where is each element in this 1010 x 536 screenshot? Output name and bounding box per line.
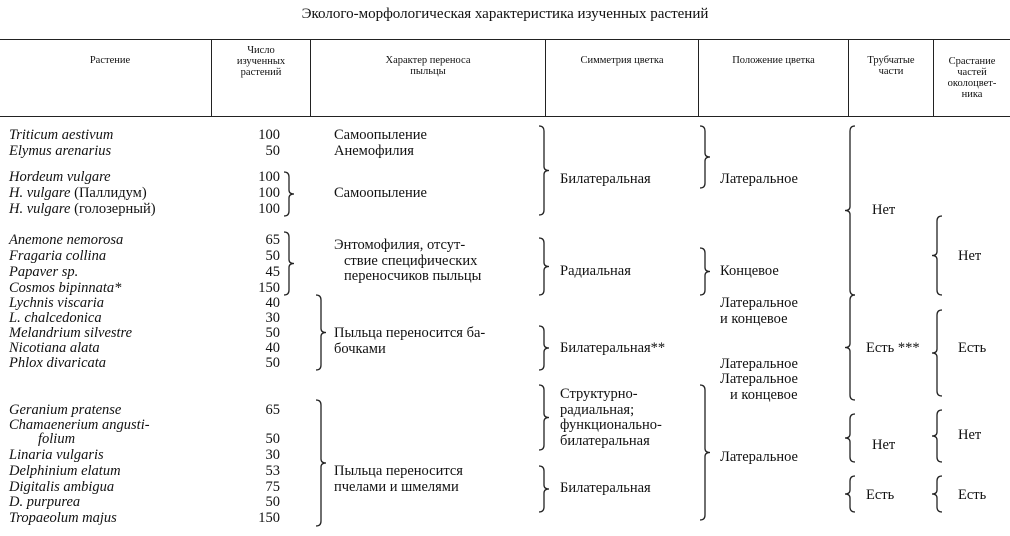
plant-name: Nicotiana alata [9,340,100,356]
fusion-no: Нет [958,427,982,443]
pollen-anemo: Анемофилия [334,143,414,159]
symmetry-structural-line: функционально- [560,417,662,434]
header-pollen-line: Характер переноса [385,55,471,66]
position-lateral: Латеральное [720,449,798,465]
position-line: и концевое [720,310,788,327]
plant-count: 150 [258,280,280,296]
symmetry-structural-line: радиальная; [560,401,635,418]
plant-count: 100 [258,201,280,217]
header-count-line: растений [240,67,282,78]
plant-name: D. purpurea [9,494,81,510]
plant-name: Cosmos bipinnata* [9,280,122,296]
position-lateral: Латеральное [720,171,798,187]
grouping-brace [539,126,549,215]
plant-count: 50 [265,143,280,159]
grouping-brace [845,295,855,400]
plant-count: 30 [265,447,280,463]
plant-name: Delphinium elatum [9,463,121,479]
plant-name: Triticum aestivum [9,127,114,143]
pollen-butterflies-line: Пыльца переносится ба- [334,325,486,341]
grouping-brace [932,476,942,512]
pollen-self: Самоопыление [334,185,427,201]
pollen-ento-line: ствие специфических [344,252,478,269]
header-tubular-line: части [878,66,904,77]
table-title: Эколого-морфологическая характеристика изученных растений [301,6,709,22]
header-tubular-line: Трубчатые [867,55,915,66]
plant-count: 100 [258,169,280,185]
grouping-brace [316,400,326,526]
plant-variety: (Паллидум) [74,185,147,201]
plant-variety: (голозерный) [74,201,156,217]
header-plant: Растение [89,55,131,66]
symmetry-structural-line: Структурно- [560,386,638,402]
plant-name: L. chalcedonica [9,310,102,326]
grouping-brace [845,476,855,512]
plant-name-latin: H. vulgare [9,201,71,217]
plant-name-latin: H. vulgare [9,185,71,201]
pollen-ento-line: Энтомофилия, отсут- [334,237,466,253]
tubular-no: Нет [872,202,896,218]
plant-count: 150 [258,510,280,526]
plant-name: Tropaeolum majus [9,510,117,526]
plant-name-continuation: folium [38,431,76,447]
grouping-brace [284,232,294,295]
plant-name: Lychnis viscaria [9,295,105,311]
plant-count: 40 [265,340,280,356]
position-lateral: Латеральное [720,356,798,372]
plant-name: Hordeum vulgare [9,169,111,185]
plant-count: 75 [265,479,280,495]
header-fusion-line: Срастание [948,56,996,67]
fusion-no: Нет [958,248,982,264]
grouping-brace [932,310,942,396]
header-fusion-line: ника [961,89,983,100]
plant-name: Linaria vulgaris [9,447,104,463]
plant-name: Digitalis ambigua [9,479,115,495]
plant-name: Phlox divaricata [9,355,107,371]
tubular-yes: Есть [866,487,895,503]
grouping-brace [316,295,326,370]
plant-name: Fragaria collina [9,248,107,264]
position-line: и концевое [730,386,798,403]
tubular-no: Нет [872,437,896,453]
tubular-yes: Есть *** [866,340,920,356]
plant-name: Elymus arenarius [9,143,112,159]
grouping-brace [932,410,942,462]
symmetry-radial: Радиальная [560,263,631,279]
pollen-bees-line: пчелами и шмелями [334,478,459,495]
plant-count: 50 [265,248,280,264]
plant-count: 30 [265,310,280,326]
pollen-bees-line: Пыльца переносится [334,463,463,479]
plant-count: 45 [265,264,280,280]
header-count-line: изученных [236,56,286,67]
plant-count: 65 [265,232,280,248]
grouping-brace [700,385,710,520]
position-line: Латеральное [720,295,798,311]
fusion-yes: Есть [958,340,987,356]
plant-count: 53 [265,463,280,479]
pollen-self: Самоопыление [334,127,427,143]
header-symmetry: Симметрия цветка [580,55,664,66]
fusion-yes: Есть [958,487,987,503]
grouping-brace [932,216,942,295]
grouping-brace [539,466,549,512]
plant-name: Geranium pratense [9,402,122,418]
pollen-butterflies-line: бочками [334,340,386,357]
grouping-brace [539,385,549,450]
plant-name: Anemone nemorosa [9,232,124,248]
grouping-brace [845,126,855,295]
header-fusion-line: околоцвет- [947,78,997,89]
plant-name: Papaver sp. [9,264,79,280]
header-pollen-line: пыльцы [410,66,446,77]
header-fusion-line: частей [957,67,987,78]
plant-count: 40 [265,295,280,311]
position-terminal: Концевое [720,263,779,279]
plant-count: 65 [265,402,280,418]
header-count-line: Число [247,45,275,56]
position-line: Латеральное [720,371,798,387]
symmetry-bilateral: Билатеральная** [560,340,666,356]
plant-name: Melandrium silvestre [9,325,133,341]
plant-count: 50 [265,355,280,371]
grouping-brace [700,248,710,295]
plant-count: 50 [265,494,280,510]
grouping-brace [700,126,710,188]
grouping-brace [845,414,855,462]
plant-count: 50 [265,325,280,341]
grouping-brace [539,238,549,295]
grouping-brace [539,326,549,370]
header-position: Положение цветка [732,55,815,66]
plant-name: Chamaenerium angusti- [9,417,150,433]
grouping-brace [284,172,294,216]
plant-count: 50 [265,431,280,447]
plant-count: 100 [258,127,280,143]
symmetry-bilateral: Билатеральная [560,171,651,187]
symmetry-bilateral: Билатеральная [560,480,651,496]
plant-count: 100 [258,185,280,201]
pollen-ento-line: переносчиков пыльцы [344,268,482,285]
symmetry-structural-line: билатеральная [560,432,650,449]
